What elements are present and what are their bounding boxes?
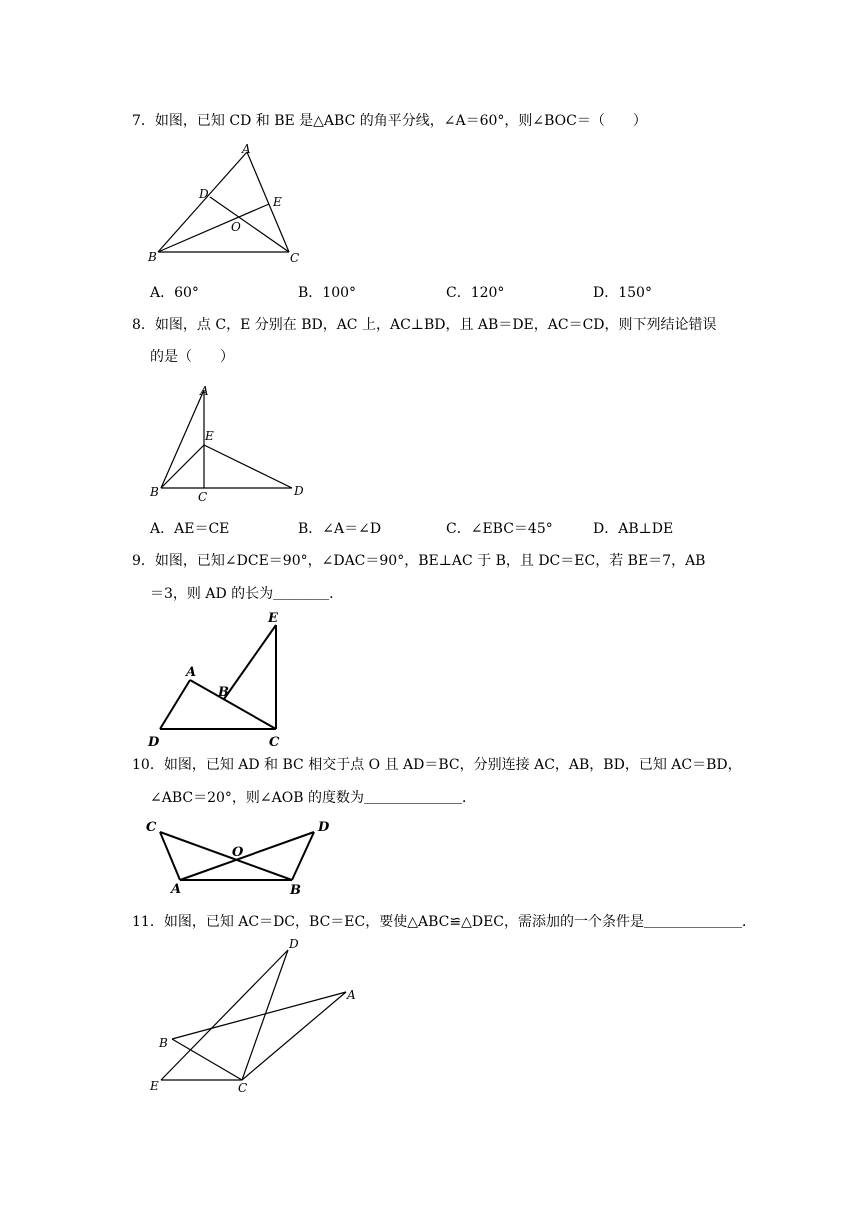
- q10-label-c: C: [146, 820, 157, 835]
- q7-label-o: O: [231, 220, 241, 234]
- q8-segment-be: [161, 445, 204, 488]
- q7-label-d: D: [199, 187, 209, 201]
- q7-option-d[interactable]: D．150°: [593, 285, 652, 301]
- q8-label-b: B: [150, 485, 159, 499]
- q10-figure: [140, 814, 340, 899]
- q10-text-line2: ∠ABC＝20°，则∠AOB 的度数为＿＿＿＿＿＿＿．: [150, 790, 476, 806]
- q8-figure: [145, 378, 315, 508]
- q10-label-a: A: [171, 882, 182, 897]
- q9-label-c: C: [269, 735, 280, 750]
- q7-label-e: E: [273, 195, 282, 209]
- q7-label-b: B: [148, 250, 157, 264]
- q8-segment-ed: [204, 445, 292, 488]
- q10-segment-cb: [160, 832, 292, 880]
- q7-label-c: C: [290, 251, 300, 265]
- q8-text-line1: 8．如图，点 C，E 分别在 BD，AC 上，AC⊥BD，且 AB＝DE，AC＝CD，则下列结论错误: [132, 317, 717, 333]
- q9-figure: [140, 605, 300, 750]
- q11-segment-ed: [161, 950, 288, 1080]
- q8-option-a[interactable]: A．AE＝CE: [150, 521, 230, 537]
- q8-option-d[interactable]: D．AB⊥DE: [593, 521, 674, 537]
- q7-bisector-be: [158, 204, 269, 252]
- q7-option-a[interactable]: A．60°: [150, 285, 199, 301]
- q11-segment-bc: [172, 1039, 242, 1080]
- q7-triangle-figure: [140, 140, 320, 270]
- q10-text-line1: 10．如图，已知 AD 和 BC 相交于点 O 且 AD＝BC，分别连接 AC，AB，BD，已知 AC＝BD，: [132, 757, 742, 773]
- q9-segment-eb: [224, 625, 276, 699]
- q11-label-c: C: [238, 1081, 248, 1095]
- q11-label-a: A: [347, 988, 356, 1002]
- q8-label-d: D: [294, 484, 304, 498]
- q9-label-a: A: [186, 665, 197, 680]
- q8-label-c: C: [198, 490, 208, 504]
- q8-option-b[interactable]: B．∠A＝∠D: [298, 521, 382, 537]
- q9-text-line2: ＝3，则 AD 的长为＿＿＿＿．: [150, 586, 344, 602]
- q8-label-e: E: [205, 429, 214, 443]
- q7-label-a: A: [242, 142, 251, 156]
- q7-side-ba: [158, 152, 247, 252]
- q10-label-b: B: [290, 883, 301, 898]
- q11-label-e: E: [150, 1079, 159, 1093]
- q11-label-d: D: [289, 937, 299, 951]
- q10-label-o: O: [232, 845, 244, 860]
- q8-text-line2: 的是（ ）: [150, 349, 234, 365]
- q7-option-b[interactable]: B．100°: [298, 285, 357, 301]
- q7-text: 7．如图，已知 CD 和 BE 是△ABC 的角平分线，∠A＝60°，则∠BOC＝（ ）: [132, 113, 647, 129]
- q9-label-d: D: [148, 735, 160, 750]
- q11-label-b: B: [159, 1036, 168, 1050]
- q8-segment-ab: [161, 390, 204, 488]
- q7-option-c[interactable]: C．120°: [446, 285, 505, 301]
- q11-text: 11．如图，已知 AC＝DC，BC＝EC，要使△ABC≌△DEC，需添加的一个条件是＿＿＿＿＿＿＿．: [132, 914, 757, 930]
- q9-label-b: B: [218, 685, 229, 700]
- q10-segment-ad: [180, 832, 314, 880]
- q8-option-c[interactable]: C．∠EBC＝45°: [446, 521, 553, 537]
- q8-label-a: A: [200, 384, 209, 398]
- q9-text-line1: 9．如图，已知∠DCE＝90°，∠DAC＝90°，BE⊥AC 于 B，且 DC＝EC，若 BE＝7，AB: [132, 553, 706, 569]
- q9-label-e: E: [268, 611, 278, 626]
- q10-label-d: D: [318, 820, 330, 835]
- q11-figure: [140, 935, 370, 1100]
- q9-segment-da: [160, 680, 190, 729]
